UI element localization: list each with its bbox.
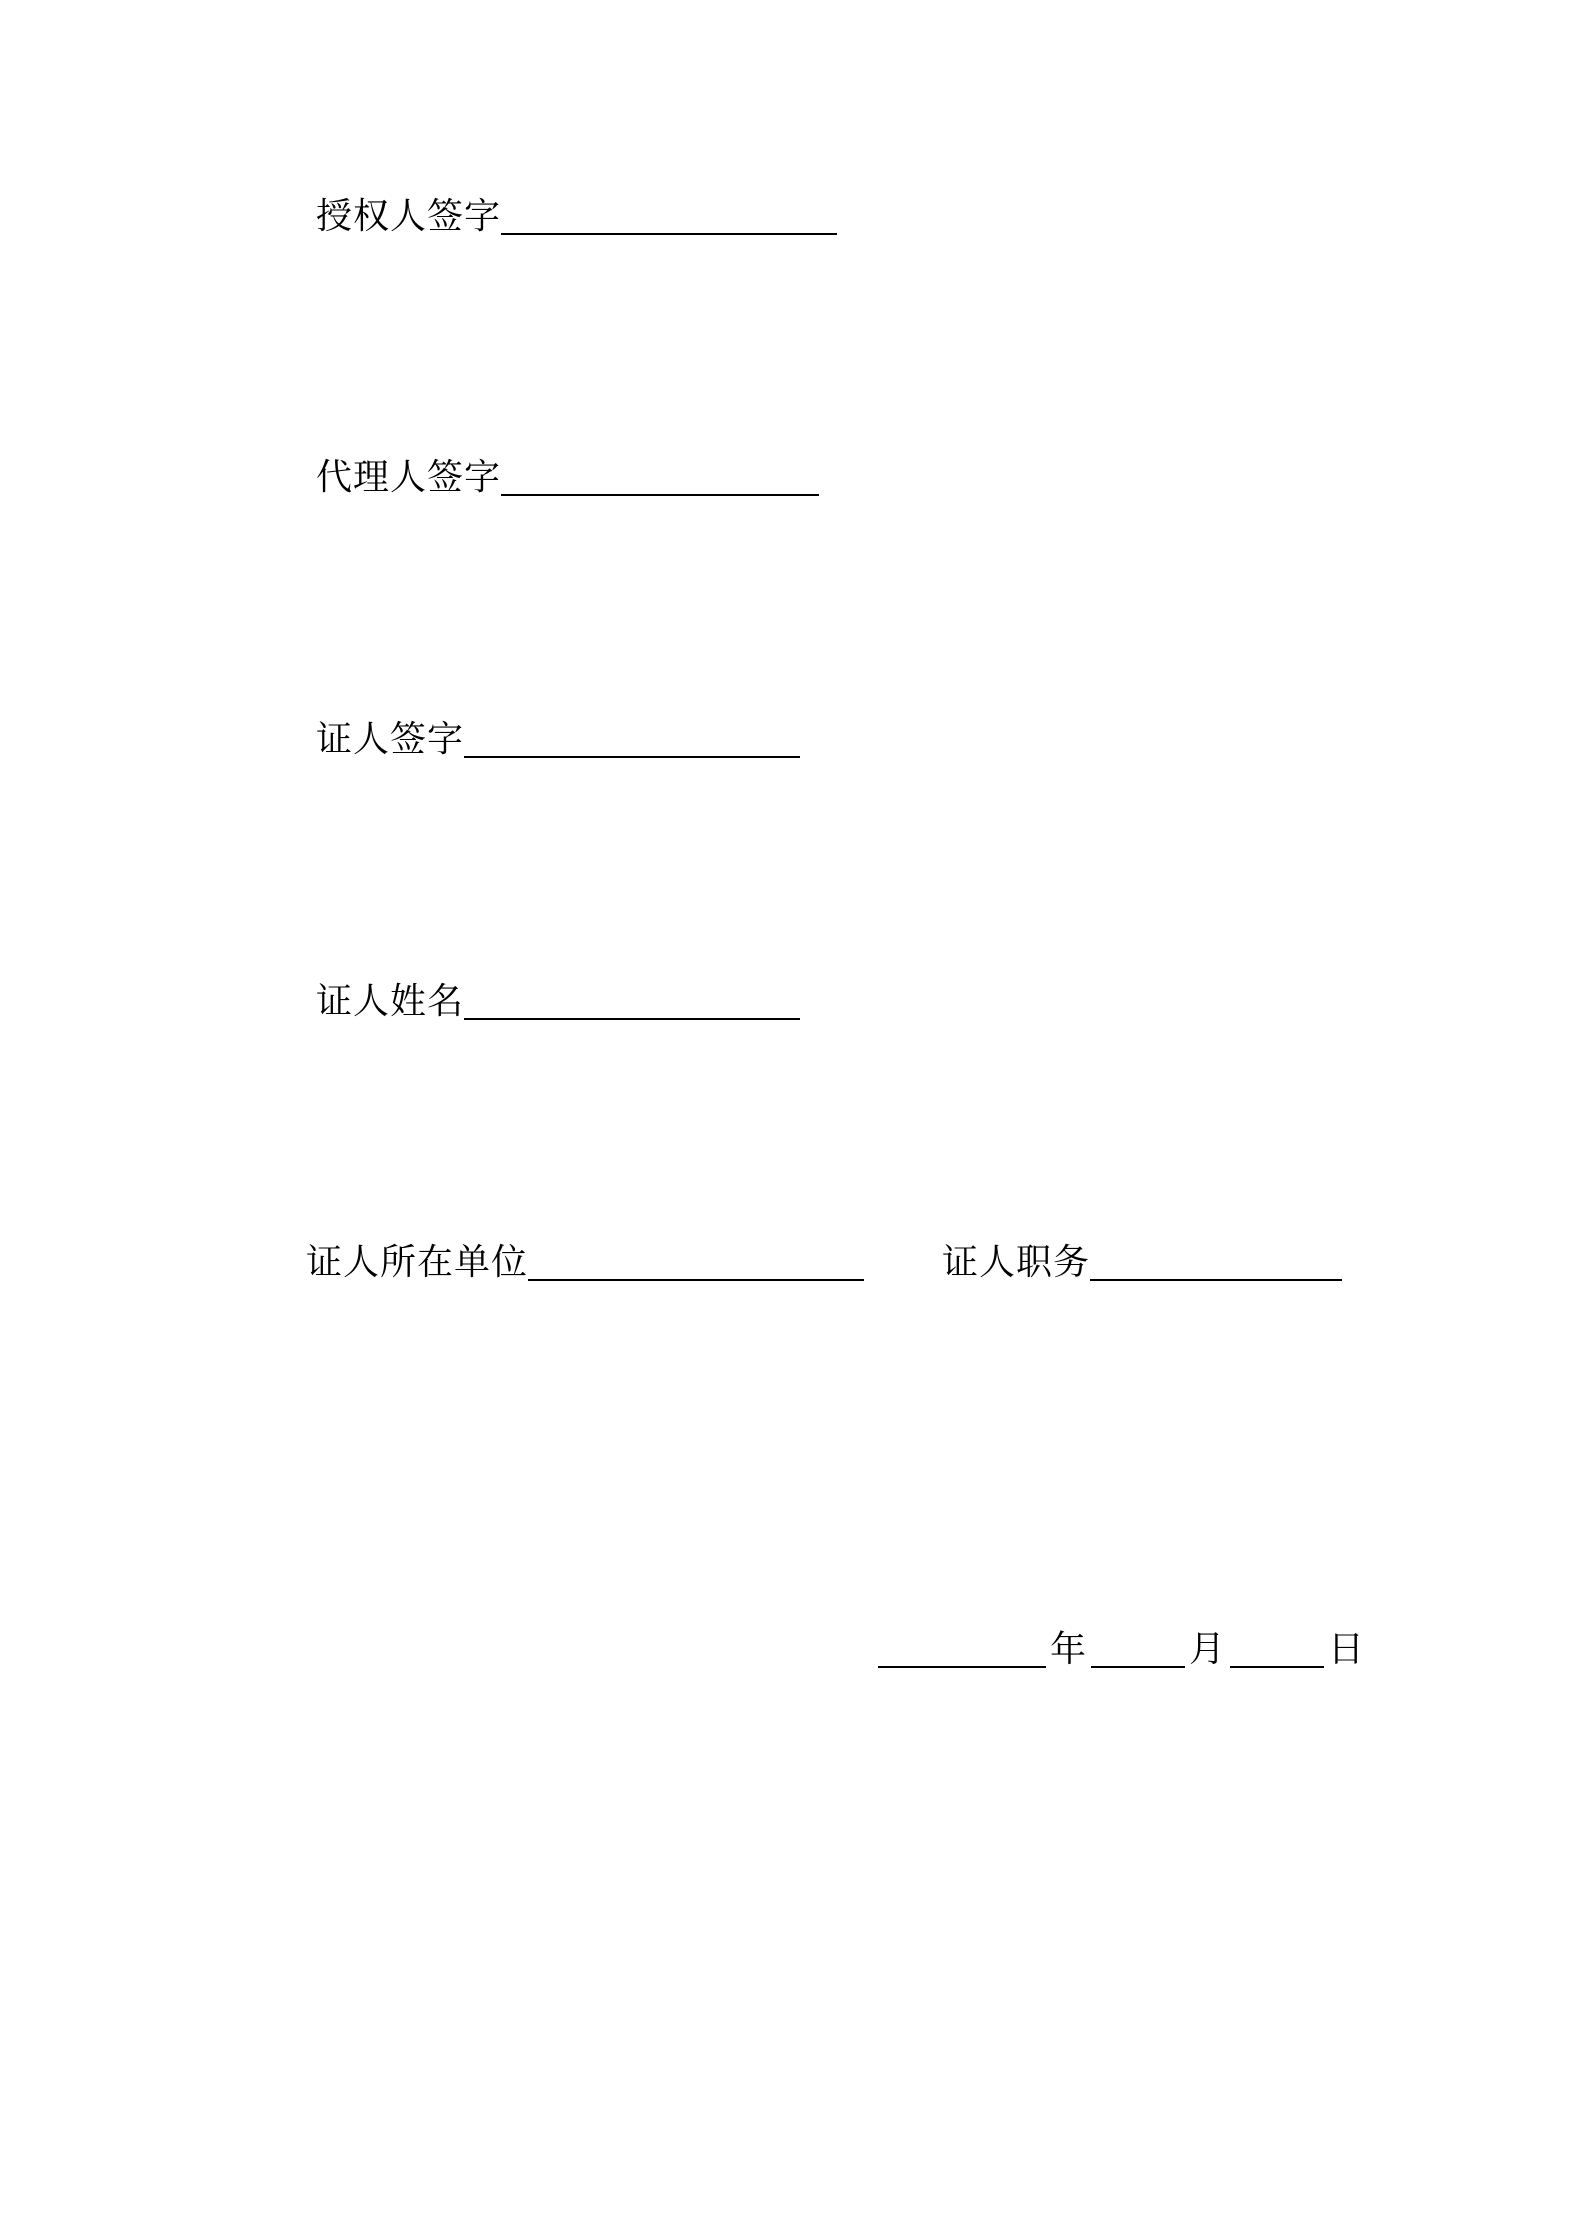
witness-unit-label: 证人所在单位 (306, 1242, 529, 1283)
month-blank[interactable] (1091, 1666, 1185, 1668)
date-field (878, 1628, 1369, 1672)
witness-name-label: 证人姓名 (316, 981, 465, 1022)
witness-title-label: 证人职务 (942, 1242, 1091, 1283)
agent-signature-label: 代理人签字 (316, 457, 502, 498)
witness-title-field (942, 1241, 1342, 1285)
witness-signature-label: 证人签字 (316, 719, 465, 760)
day-label: 日 (1328, 1629, 1366, 1670)
agent-signature-blank[interactable] (501, 494, 819, 496)
year-blank[interactable] (878, 1666, 1046, 1668)
witness-signature-blank[interactable] (464, 756, 800, 758)
agent-signature-field (316, 456, 819, 500)
witness-name-blank[interactable] (464, 1018, 800, 1020)
authorizer-signature-label: 授权人签字 (316, 196, 502, 237)
month-label: 月 (1189, 1629, 1227, 1670)
witness-unit-blank[interactable] (528, 1279, 864, 1281)
witness-name-field (316, 980, 800, 1024)
day-blank[interactable] (1230, 1666, 1324, 1668)
witness-signature-field (316, 718, 800, 762)
year-label: 年 (1050, 1629, 1088, 1670)
witness-title-blank[interactable] (1090, 1279, 1342, 1281)
authorizer-signature-field (316, 195, 837, 239)
witness-unit-field (306, 1241, 864, 1285)
authorizer-signature-blank[interactable] (501, 233, 837, 235)
